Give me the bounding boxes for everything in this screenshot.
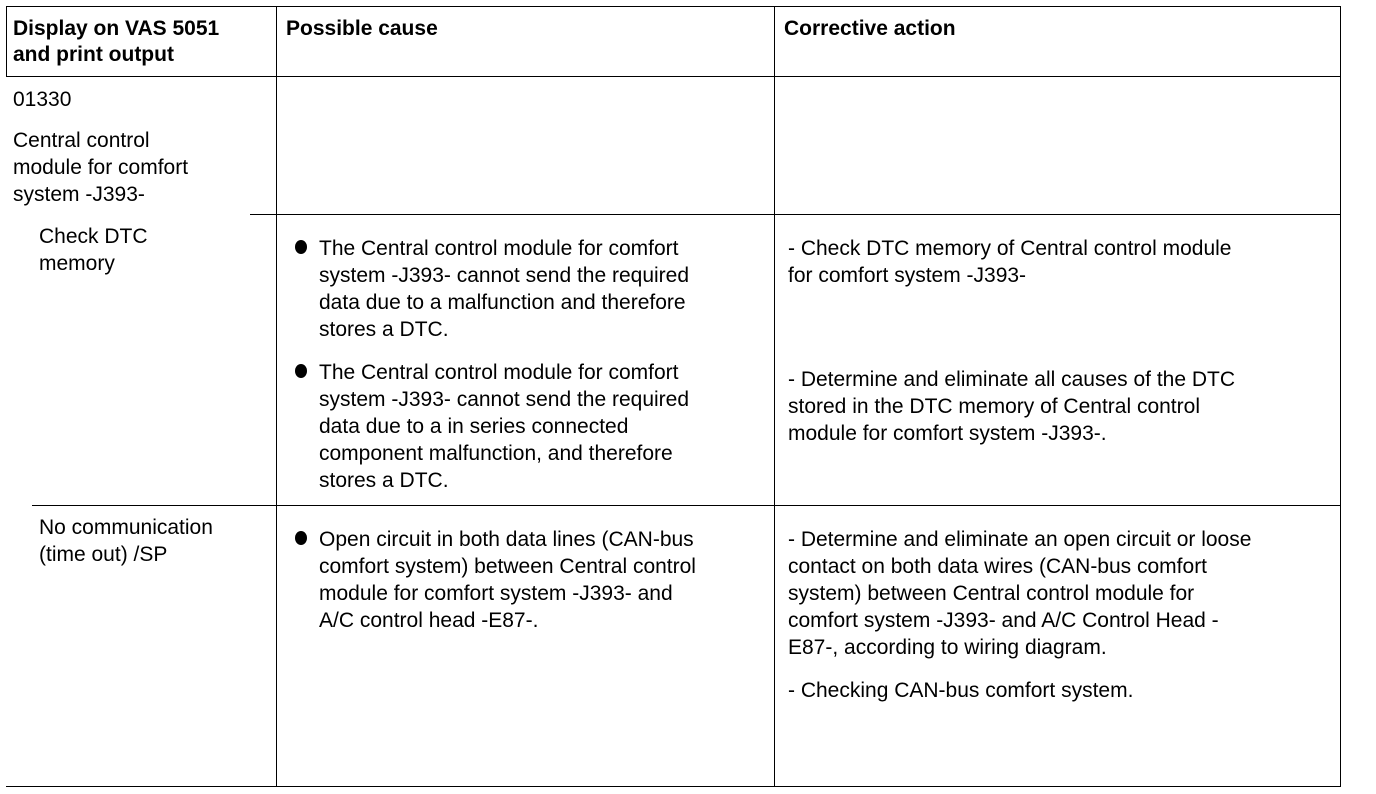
column-divider-2 — [774, 6, 775, 787]
component-name: Central control module for comfort system -J393- — [13, 129, 189, 206]
header-corrective-action: Corrective action — [784, 17, 956, 40]
bullet-icon — [295, 240, 307, 254]
display-text-check-dtc: Check DTC memory — [39, 225, 148, 275]
possible-cause-text: The Central control module for comfort system -J393- cannot send the required data due to a in series connected component malfunction, and therefore stores a DTC. — [319, 361, 690, 492]
display-text-no-communication: No communication (time out) /SP — [39, 516, 213, 566]
code-row-divider — [250, 214, 1341, 215]
header-divider — [6, 76, 1341, 77]
table-border-right — [1340, 6, 1341, 787]
row-divider — [32, 505, 1341, 506]
corrective-action-text: - Check DTC memory of Central control module for comfort system -J393- — [788, 237, 1232, 287]
dtc-code: 01330 — [13, 88, 72, 111]
bullet-icon — [295, 531, 307, 545]
corrective-action-text: - Checking CAN-bus comfort system. — [788, 679, 1134, 702]
table-border-left — [6, 6, 7, 77]
table-border-top — [6, 6, 1341, 7]
corrective-action-text: - Determine and eliminate all causes of the DTC stored in the DTC memory of Central control module for comfort system -J393-. — [788, 368, 1236, 445]
column-divider-1 — [276, 6, 277, 787]
header-display: Display on VAS 5051 and print output — [13, 17, 220, 66]
possible-cause-text: Open circuit in both data lines (CAN-bus comfort system) between Central control module for comfort system -J393- and A/C control head -E87-. — [319, 528, 696, 632]
table-border-bottom — [6, 786, 1341, 787]
possible-cause-text: The Central control module for comfort system -J393- cannot send the required data due to a malfunction and therefore stores a DTC. — [319, 237, 690, 341]
bullet-icon — [295, 364, 307, 378]
corrective-action-text: - Determine and eliminate an open circuit or loose contact on both data wires (CAN-bus comfort system) between Central control module for comfort system -J393- and A/C Control Head - E87-, according to wiring diagram. — [788, 528, 1252, 659]
header-possible-cause: Possible cause — [286, 17, 438, 40]
